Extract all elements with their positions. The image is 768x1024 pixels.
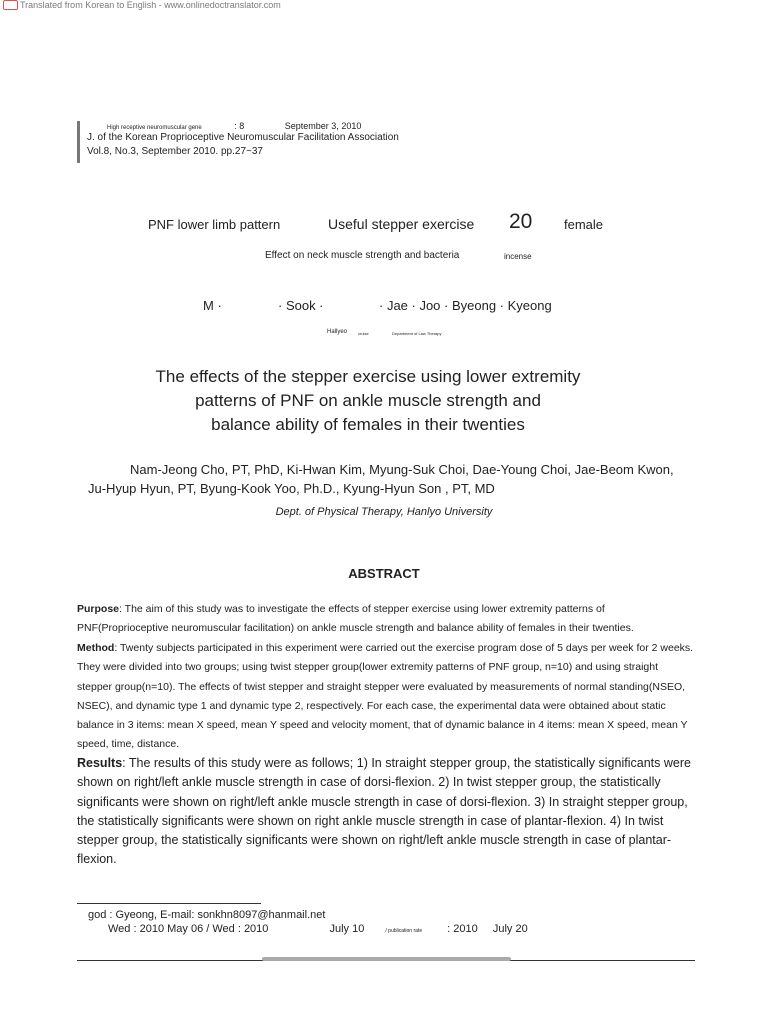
method-text: : Twenty subjects participated in this experiment were carried out the exercise program dose of 5 days per week for 2 weeks. They were divided into two groups; using twist stepper group(lower extremity patterns of PNF group, n=10) and using straight stepper group(n=10). The effects of twist stepper and straight stepper were evaluated by measurements of normal standing(NSEO, NSEC), and dynamic type 1 and dynamic type 2, respectively. For each case, the experimental data were obtained about static balance in 3 items: mean X speed, mean Y speed and velocity moment, that of dynamic balance in 4 items: mean X speed, mean Y speed, time, distance. bbox=[77, 642, 694, 751]
footnote-publication-year: : 2010 bbox=[447, 923, 478, 935]
journal-issue-number: : 8 bbox=[234, 121, 245, 131]
footnote-publication-date: July 20 bbox=[492, 923, 528, 935]
journal-header-tiny: High receptive neuromuscular gene bbox=[107, 125, 202, 131]
banner-text: Translated from Korean to English - www.onlinedoctranslator.com bbox=[20, 0, 281, 10]
abstract-purpose bbox=[77, 600, 695, 639]
english-title-line1: The effects of the stepper exercise using lower extremity bbox=[155, 367, 581, 386]
footnote-publication-label: / publication rate bbox=[385, 928, 423, 934]
translator-banner[interactable] bbox=[3, 0, 281, 10]
english-title-line3: balance ability of females in their twenties bbox=[211, 415, 525, 434]
korean-author-3: · Jae · Joo · Byeong · Kyeong bbox=[379, 298, 552, 313]
korean-title-part4: female bbox=[564, 217, 604, 232]
footnote-dates bbox=[108, 923, 528, 935]
korean-title-part2: Useful stepper exercise bbox=[328, 216, 475, 232]
purpose-text: : The aim of this study was to investigate the effects of stepper exercise using lower extremity patterns of PNF(Proprioceptive neuromuscular facilitation) on ankle muscle strength and balance ability of females in their twenties. bbox=[77, 603, 634, 635]
korean-subtitle-end: incense bbox=[504, 252, 532, 261]
abstract-method bbox=[77, 639, 695, 755]
journal-name: J. of the Korean Proprioceptive Neuromuscular Facilitation Association bbox=[87, 132, 399, 143]
footnote-divider bbox=[77, 903, 261, 904]
korean-affiliation-2: cruise bbox=[358, 331, 369, 336]
korean-title-part3: 20 bbox=[509, 210, 533, 233]
korean-author-2: · Sook · bbox=[278, 298, 324, 313]
horizontal-scrollbar-thumb[interactable] bbox=[262, 957, 511, 961]
korean-title-part1: PNF lower limb pattern bbox=[148, 217, 281, 232]
korean-affiliation-3: Department of Law Therapy bbox=[392, 331, 442, 336]
english-title-line2: patterns of PNF on ankle muscle strength and bbox=[195, 391, 541, 410]
korean-author-1: M · bbox=[203, 298, 222, 313]
results-text: : The results of this study were as follows; 1) In straight stepper group, the statistically significants were shown on right/left ankle muscle strength in case of dorsi-flexion. 2) In twist stepper group, the statistically significants were shown on right/left ankle muscle strength in case of dorsi-flexion. 3) In straight stepper group, the statistically significants were shown on right ankle muscle strength in case of plantar-flexion. 4) In twist stepper group, the statistically significants were shown on right/left ankle muscle strength in case of plantar-flexion. bbox=[77, 756, 691, 867]
journal-date: September 3, 2010 bbox=[284, 121, 362, 131]
footnote-correspondence: god : Gyeong, E-mail: sonkhn8097@hanmail.net bbox=[88, 909, 326, 921]
translator-logo-icon bbox=[3, 0, 18, 10]
journal-header bbox=[77, 121, 399, 163]
purpose-label: Purpose bbox=[77, 603, 120, 615]
footnote-revised: July 10 bbox=[329, 923, 365, 935]
korean-affiliation-1: Hallyeo bbox=[327, 329, 348, 335]
journal-volume: Vol.8, No.3, September 2010. pp.27~37 bbox=[87, 146, 263, 157]
department bbox=[0, 506, 768, 518]
method-label: Method bbox=[77, 642, 115, 654]
footnote-received: Wed : 2010 May 06 / Wed : 2010 bbox=[108, 923, 269, 935]
department-text: Dept. of Physical Therapy, Hanlyo University bbox=[275, 506, 493, 518]
results-label: Results bbox=[77, 756, 123, 770]
abstract-results bbox=[77, 754, 695, 870]
abstract-heading: ABSTRACT bbox=[348, 566, 420, 581]
korean-subtitle: Effect on neck muscle strength and bacteria bbox=[265, 250, 460, 261]
author-list: Nam-Jeong Cho, PT, PhD, Ki-Hwan Kim, Myung-Suk Choi, Dae-Young Choi, Jae-Beom Kwon, Ju-Hyup Hyun, PT, Byung-Kook Yoo, Ph.D., Kyung-Hyun Son , PT, MD bbox=[88, 462, 674, 496]
english-title bbox=[0, 365, 768, 437]
